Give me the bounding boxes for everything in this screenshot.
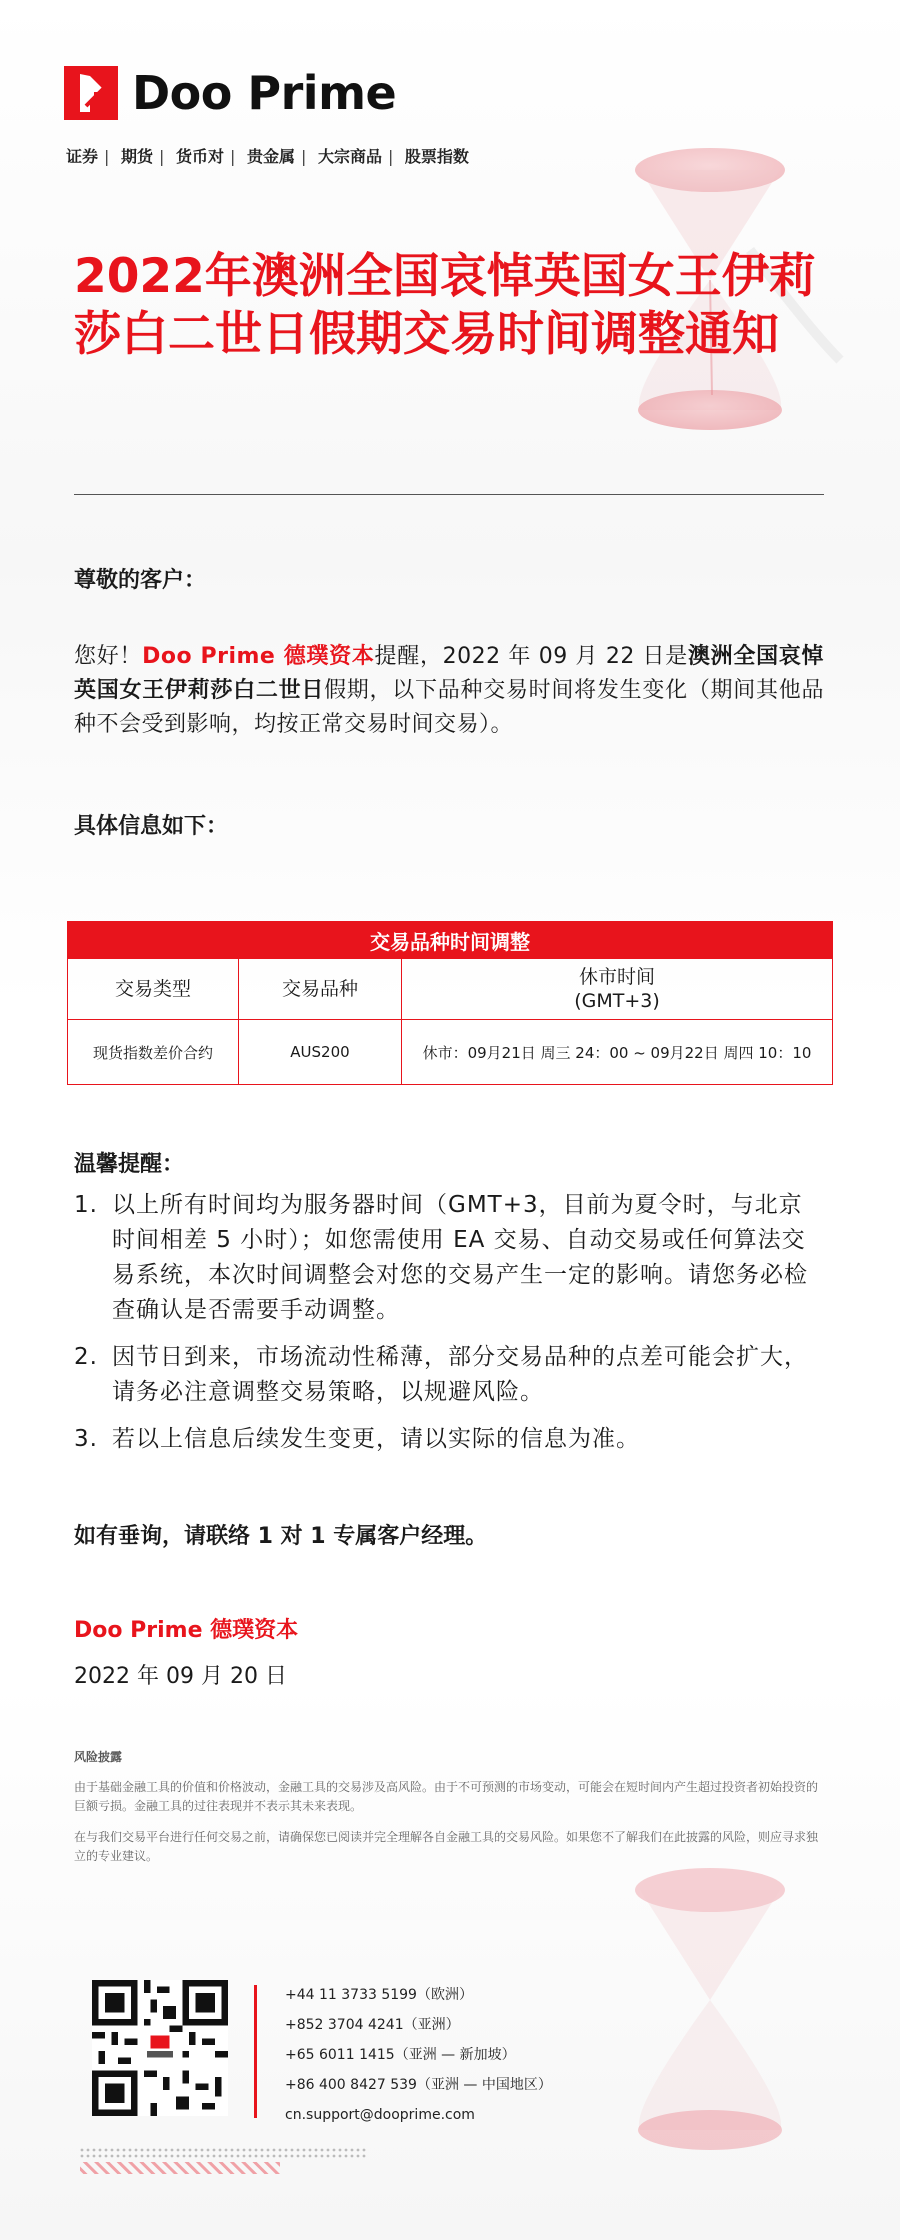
intro-text: 您好！ — [74, 644, 143, 669]
brand-logo — [64, 66, 396, 120]
intro-text: 假期，以下品种交易时间将发生变化（期间其他品种不会受到影响，均按正常交易时间交易）。 — [74, 678, 824, 737]
list-text: 若以上信息后续发生变更，请以实际的信息为准。 — [112, 1426, 640, 1452]
tips-list — [74, 1188, 826, 1469]
signature: Doo Prime 德璞资本 — [74, 1618, 299, 1643]
table-title: 交易品种时间调整 — [68, 922, 833, 959]
divider — [74, 494, 824, 495]
list-item — [74, 1422, 826, 1457]
brand-name: Doo Prime — [132, 66, 397, 120]
phone-europe[interactable]: +44 11 3733 5199（欧洲） — [285, 1987, 473, 2003]
category-item: 期货 — [120, 147, 153, 166]
phone-china[interactable]: +86 400 8427 539（亚洲 — 中国地区） — [285, 2077, 552, 2093]
list-item — [74, 1340, 826, 1410]
risk-paragraph: 由于基础金融工具的价值和价格波动，金融工具的交易涉及高风险。由于不可预测的市场变动，可能会在短时间内产生超过投资者初始投资的巨额亏损。金融工具的过往表现并不表示其未来表现。 — [74, 1780, 819, 1813]
page-title: 2022年澳洲全国哀悼英国女王伊莉莎白二世日假期交易时间调整通知 — [74, 249, 816, 362]
trading-hours-table — [67, 921, 833, 1085]
table-cell: AUS200 — [239, 1020, 402, 1085]
list-text: 因节日到来，市场流动性稀薄，部分交易品种的点差可能会扩大，请务必注意调整交易策略，以规避风险。 — [112, 1344, 808, 1405]
category-item: 证券 — [66, 147, 99, 166]
contact-divider — [254, 1985, 257, 2118]
category-item: 货币对 — [175, 147, 224, 166]
phone-singapore[interactable]: +65 6011 1415（亚洲 — 新加坡） — [285, 2047, 516, 2063]
category-item: 股票指数 — [404, 147, 469, 166]
table-cell: 休市：09月21日 周三 24：00 ~ 09月22日 周四 10：10 — [402, 1020, 833, 1085]
column-header: 交易类型 — [68, 959, 239, 1020]
contact-note: 如有垂询，请联络 1 对 1 专属客户经理。 — [74, 1524, 488, 1549]
contact-list — [285, 1980, 552, 2130]
category-item: 大宗商品 — [317, 147, 382, 166]
table-cell: 现货指数差价合约 — [68, 1020, 239, 1085]
column-header-line: (GMT+3) — [574, 990, 660, 1012]
hourglass-decoration-bottom — [600, 1850, 860, 2170]
column-header — [402, 959, 833, 1020]
risk-heading: 风险披露 — [74, 1750, 123, 1764]
greeting: 尊敬的客户： — [74, 568, 207, 593]
qr-code[interactable] — [92, 1980, 228, 2116]
list-item — [74, 1188, 826, 1328]
date: 2022 年 09 月 20 日 — [74, 1664, 287, 1689]
category-bar: 证券 | 期货 | 货币对 | 贵金属 | 大宗商品 | 股票指数 — [66, 147, 469, 166]
doo-prime-logo-icon — [64, 66, 118, 120]
tips-heading: 温馨提醒： — [74, 1152, 185, 1177]
details-heading: 具体信息如下： — [74, 814, 229, 839]
list-number: 2. — [74, 1344, 98, 1370]
category-item: 贵金属 — [246, 147, 295, 166]
column-header: 交易品种 — [239, 959, 402, 1020]
intro-paragraph — [74, 640, 824, 742]
decorative-stripes — [80, 2148, 368, 2174]
list-text: 以上所有时间均为服务器时间（GMT+3，目前为夏令时，与北京时间相差 5 小时）；如您需使用 EA 交易、自动交易或任何算法交易系统，本次时间调整会对您的交易产生一定的影响。请您务必检查确认是否需要手动调整。 — [112, 1192, 808, 1323]
phone-asia[interactable]: +852 3704 4241（亚洲） — [285, 2017, 460, 2033]
risk-paragraph: 在与我们交易平台进行任何交易之前，请确保您已阅读并完全理解各自金融工具的交易风险。如果您不了解我们在此披露的风险，则应寻求独立的专业建议。 — [74, 1830, 819, 1863]
table-row — [68, 1020, 833, 1085]
column-header-line: 休市时间 — [578, 966, 655, 988]
brand-mention: Doo Prime 德璞资本 — [142, 644, 375, 669]
list-number: 1. — [74, 1192, 98, 1218]
support-email[interactable]: cn.support@dooprime.com — [285, 2107, 475, 2123]
intro-text: 提醒，2022 年 09 月 22 日是 — [374, 644, 688, 669]
holiday-name: 澳洲全国哀悼英国女王伊莉莎白二世日 — [74, 644, 824, 703]
list-number: 3. — [74, 1426, 98, 1452]
